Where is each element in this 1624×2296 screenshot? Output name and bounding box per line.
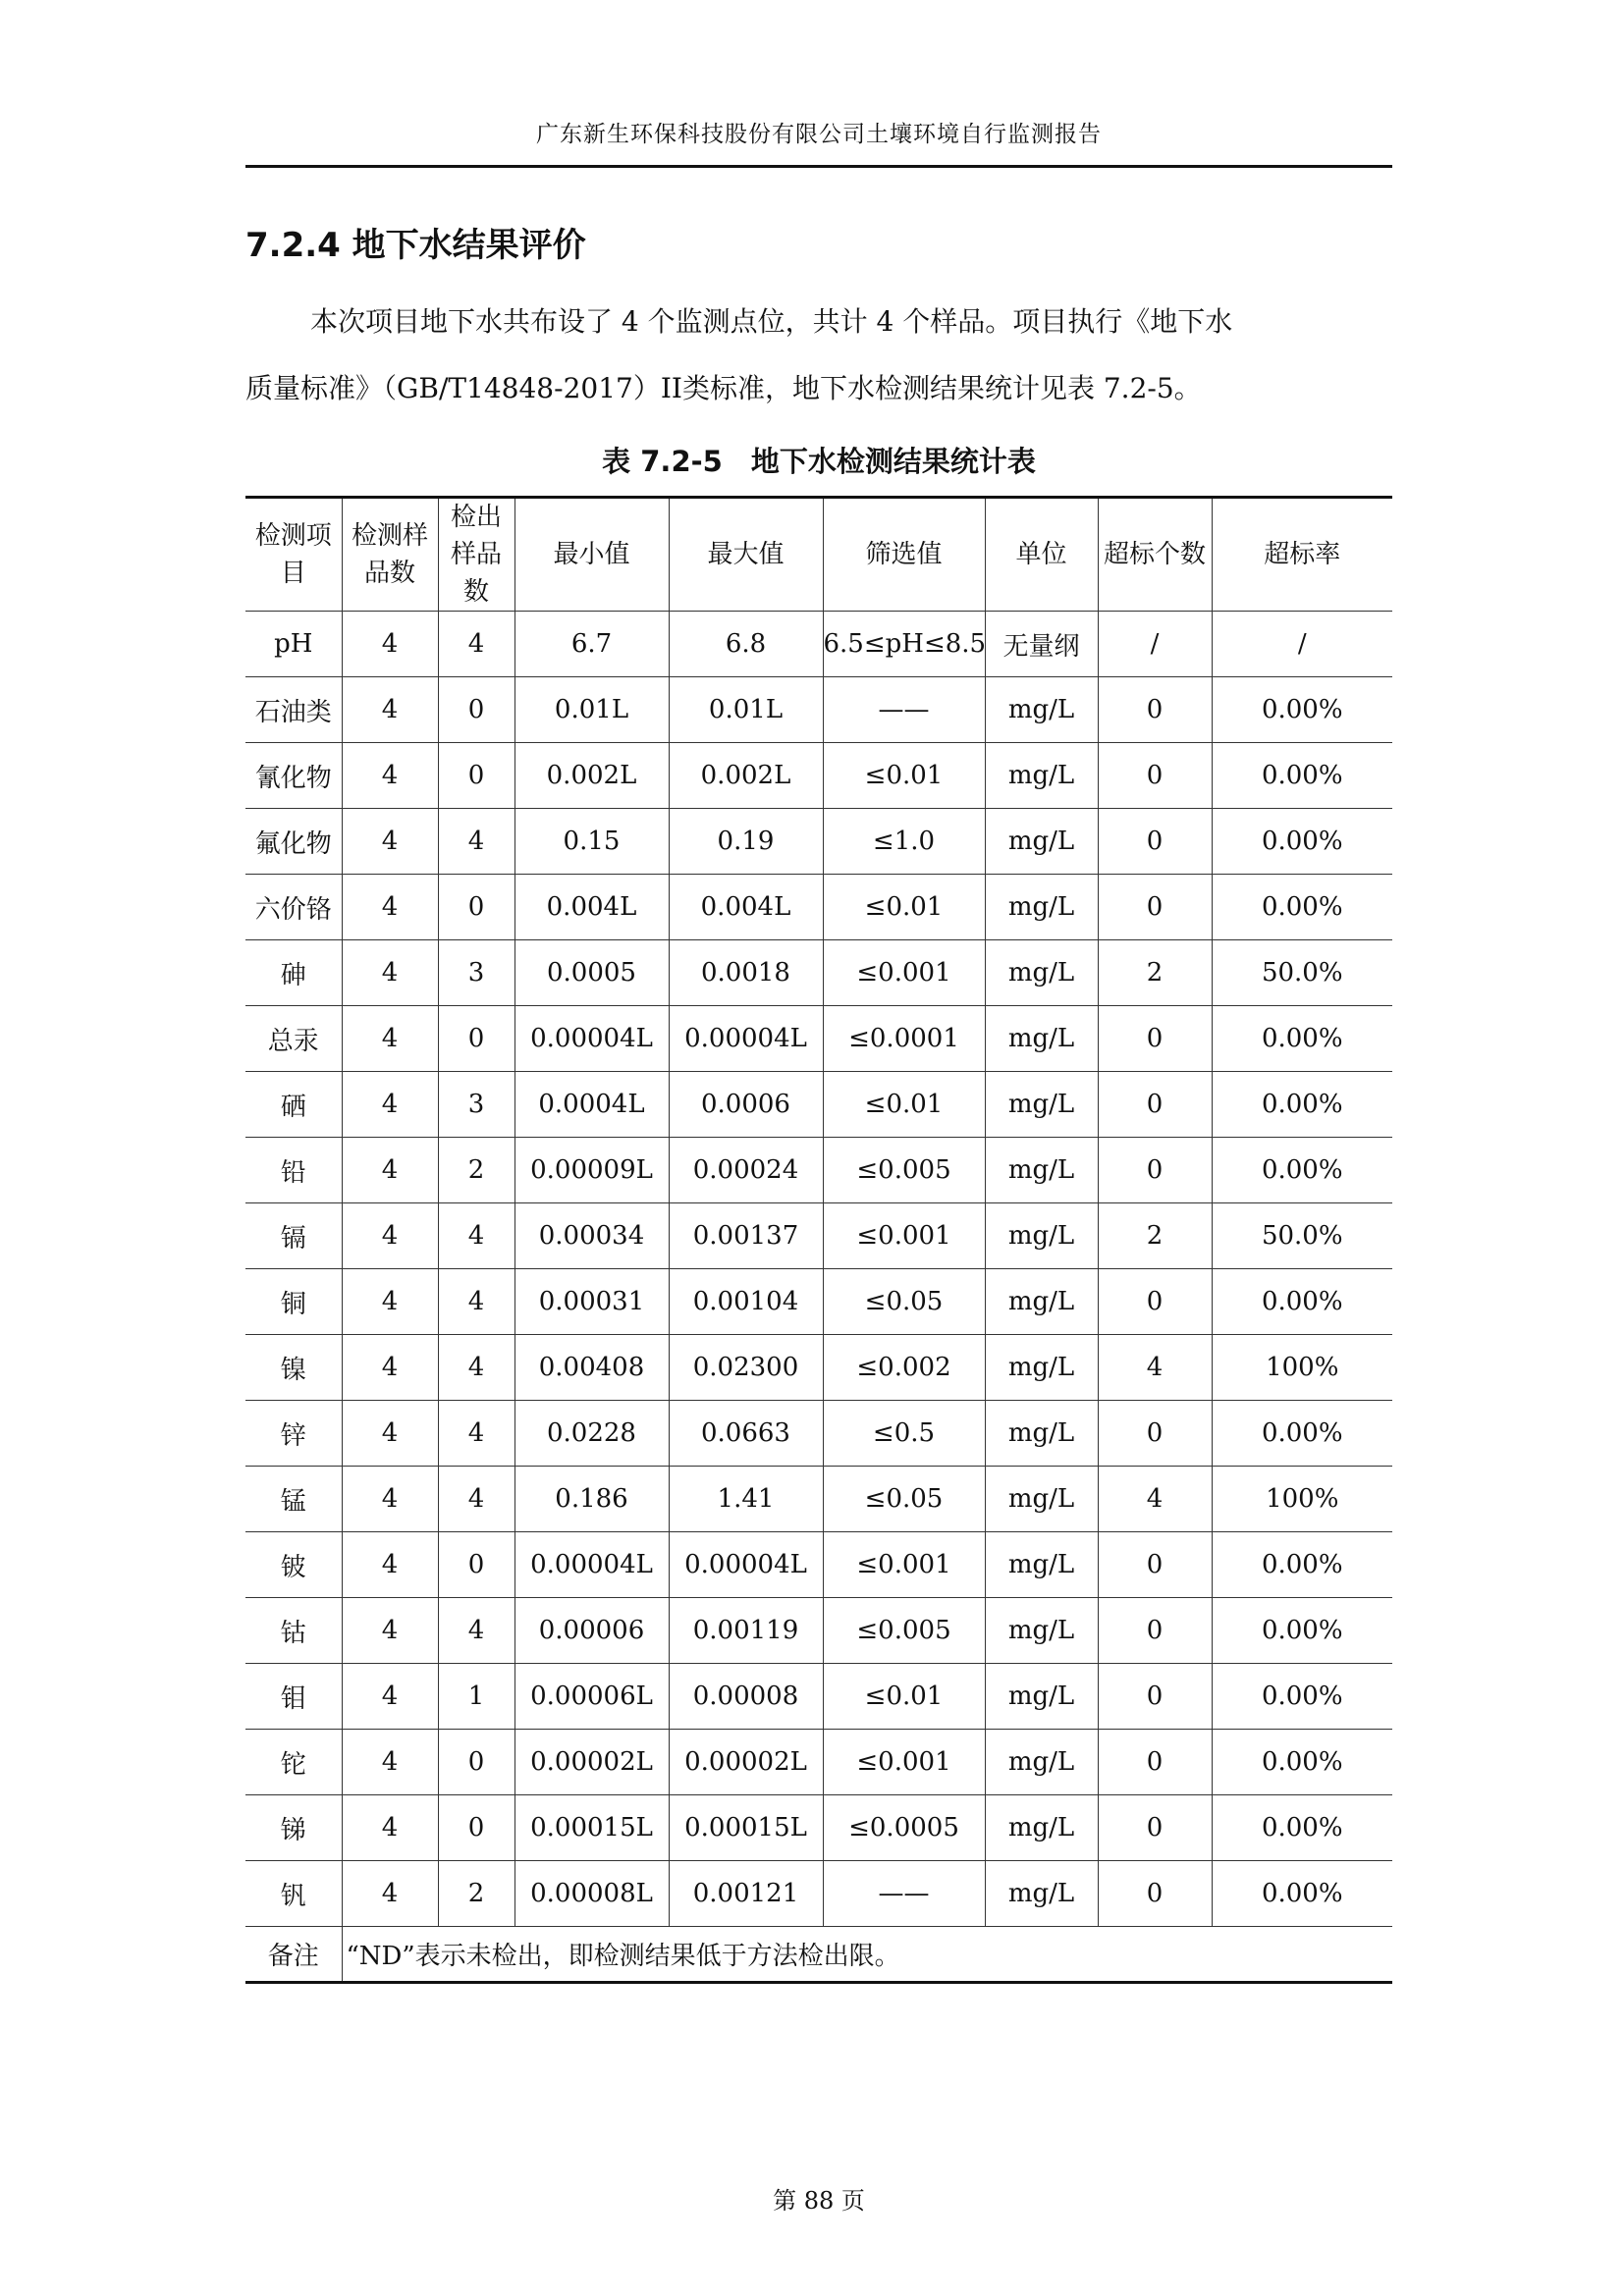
table-body — [245, 612, 1392, 1983]
table-row — [245, 1072, 1392, 1138]
cell-unit: mg/L — [985, 940, 1098, 1006]
cell-max: 0.19 — [669, 809, 823, 875]
cell-sample-count: 4 — [342, 1861, 438, 1927]
cell-exceed-count: / — [1098, 612, 1212, 677]
cell-min: 0.004L — [514, 875, 669, 940]
cell-unit: mg/L — [985, 1203, 1098, 1269]
cell-detected-count: 0 — [438, 875, 514, 940]
cell-min: 6.7 — [514, 612, 669, 677]
cell-exceed-count: 0 — [1098, 1269, 1212, 1335]
cell-item: 铊 — [245, 1730, 342, 1795]
cell-min: 0.002L — [514, 743, 669, 809]
cell-item: 锑 — [245, 1795, 342, 1861]
cell-detected-count: 2 — [438, 1138, 514, 1203]
cell-max: 6.8 — [669, 612, 823, 677]
cell-exceed-count: 0 — [1098, 1138, 1212, 1203]
cell-sample-count: 4 — [342, 1598, 438, 1664]
cell-min: 0.00015L — [514, 1795, 669, 1861]
header-unit: 单位 — [985, 498, 1098, 612]
cell-unit: mg/L — [985, 743, 1098, 809]
cell-max: 0.01L — [669, 677, 823, 743]
cell-item: 氟化物 — [245, 809, 342, 875]
cell-exceed-rate: 0.00% — [1212, 1006, 1392, 1072]
cell-unit: mg/L — [985, 809, 1098, 875]
cell-exceed-rate: 0.00% — [1212, 1861, 1392, 1927]
cell-screening-value: 6.5≤pH≤8.5 — [823, 612, 985, 677]
cell-detected-count: 0 — [438, 1730, 514, 1795]
cell-max: 0.00004L — [669, 1006, 823, 1072]
cell-item: 钼 — [245, 1664, 342, 1730]
cell-min: 0.00034 — [514, 1203, 669, 1269]
cell-item: 总汞 — [245, 1006, 342, 1072]
cell-item: 六价铬 — [245, 875, 342, 940]
cell-exceed-count: 4 — [1098, 1335, 1212, 1401]
table-row — [245, 1795, 1392, 1861]
cell-screening-value: ≤0.01 — [823, 875, 985, 940]
cell-exceed-rate: 50.0% — [1212, 1203, 1392, 1269]
cell-exceed-count: 0 — [1098, 1532, 1212, 1598]
table-row — [245, 1006, 1392, 1072]
cell-screening-value: ≤0.001 — [823, 1730, 985, 1795]
cell-unit: mg/L — [985, 677, 1098, 743]
cell-detected-count: 2 — [438, 1861, 514, 1927]
cell-sample-count: 4 — [342, 1203, 438, 1269]
table-row — [245, 1335, 1392, 1401]
cell-item: 钒 — [245, 1861, 342, 1927]
cell-min: 0.00008L — [514, 1861, 669, 1927]
cell-screening-value: ≤0.002 — [823, 1335, 985, 1401]
cell-unit: 无量纲 — [985, 612, 1098, 677]
header-min: 最小值 — [514, 498, 669, 612]
cell-exceed-rate: 0.00% — [1212, 1532, 1392, 1598]
cell-unit: mg/L — [985, 1072, 1098, 1138]
cell-unit: mg/L — [985, 1532, 1098, 1598]
cell-max: 0.00104 — [669, 1269, 823, 1335]
cell-detected-count: 4 — [438, 1467, 514, 1532]
cell-exceed-rate: 0.00% — [1212, 1401, 1392, 1467]
cell-unit: mg/L — [985, 1335, 1098, 1401]
cell-max: 0.0006 — [669, 1072, 823, 1138]
cell-max: 0.00137 — [669, 1203, 823, 1269]
cell-max: 0.02300 — [669, 1335, 823, 1401]
table-row — [245, 1532, 1392, 1598]
cell-screening-value: ≤0.0005 — [823, 1795, 985, 1861]
cell-exceed-count: 0 — [1098, 809, 1212, 875]
cell-min: 0.00009L — [514, 1138, 669, 1203]
cell-sample-count: 4 — [342, 1269, 438, 1335]
cell-exceed-count: 0 — [1098, 875, 1212, 940]
cell-min: 0.00408 — [514, 1335, 669, 1401]
cell-sample-count: 4 — [342, 1335, 438, 1401]
cell-exceed-rate: 0.00% — [1212, 1795, 1392, 1861]
table-row — [245, 677, 1392, 743]
cell-sample-count: 4 — [342, 1006, 438, 1072]
cell-min: 0.00031 — [514, 1269, 669, 1335]
table-row — [245, 940, 1392, 1006]
note-text: “ND”表示未检出，即检测结果低于方法检出限。 — [342, 1927, 1392, 1983]
cell-sample-count: 4 — [342, 1532, 438, 1598]
cell-exceed-rate: 0.00% — [1212, 875, 1392, 940]
cell-exceed-rate: 0.00% — [1212, 743, 1392, 809]
cell-exceed-count: 4 — [1098, 1467, 1212, 1532]
cell-item: 锰 — [245, 1467, 342, 1532]
table-row — [245, 1664, 1392, 1730]
cell-screening-value: ≤0.5 — [823, 1401, 985, 1467]
cell-min: 0.15 — [514, 809, 669, 875]
cell-sample-count: 4 — [342, 743, 438, 809]
cell-unit: mg/L — [985, 1401, 1098, 1467]
cell-detected-count: 3 — [438, 940, 514, 1006]
cell-exceed-rate: / — [1212, 612, 1392, 677]
table-row — [245, 1861, 1392, 1927]
cell-exceed-count: 0 — [1098, 1598, 1212, 1664]
cell-exceed-count: 0 — [1098, 1072, 1212, 1138]
cell-sample-count: 4 — [342, 1730, 438, 1795]
cell-sample-count: 4 — [342, 1072, 438, 1138]
cell-exceed-count: 0 — [1098, 1006, 1212, 1072]
cell-screening-value: ≤0.05 — [823, 1467, 985, 1532]
cell-exceed-count: 0 — [1098, 1795, 1212, 1861]
cell-exceed-count: 0 — [1098, 1861, 1212, 1927]
table-note-row — [245, 1927, 1392, 1983]
cell-exceed-rate: 0.00% — [1212, 1072, 1392, 1138]
cell-detected-count: 4 — [438, 1203, 514, 1269]
cell-exceed-count: 0 — [1098, 1401, 1212, 1467]
results-table-container — [245, 496, 1392, 1984]
cell-sample-count: 4 — [342, 1795, 438, 1861]
cell-unit: mg/L — [985, 1664, 1098, 1730]
paragraph-line-1: 本次项目地下水共布设了 4 个监测点位，共计 4 个样品。项目执行《地下水 — [310, 305, 1233, 338]
cell-unit: mg/L — [985, 1598, 1098, 1664]
paragraph-line-2: 质量标准》（GB/T14848-2017）II类标准，地下水检测结果统计见表 7.2-5。 — [245, 372, 1202, 404]
cell-sample-count: 4 — [342, 809, 438, 875]
cell-detected-count: 4 — [438, 612, 514, 677]
cell-detected-count: 0 — [438, 1006, 514, 1072]
cell-max: 0.004L — [669, 875, 823, 940]
table-row — [245, 1401, 1392, 1467]
cell-unit: mg/L — [985, 1467, 1098, 1532]
cell-sample-count: 4 — [342, 1401, 438, 1467]
cell-max: 0.00008 — [669, 1664, 823, 1730]
cell-min: 0.0005 — [514, 940, 669, 1006]
cell-screening-value: ≤0.0001 — [823, 1006, 985, 1072]
cell-sample-count: 4 — [342, 875, 438, 940]
cell-exceed-rate: 100% — [1212, 1467, 1392, 1532]
cell-unit: mg/L — [985, 875, 1098, 940]
cell-max: 0.00024 — [669, 1138, 823, 1203]
section-heading: 7.2.4 地下水结果评价 — [245, 226, 586, 265]
table-row — [245, 743, 1392, 809]
page-header: 广东新生环保科技股份有限公司土壤环境自行监测报告 — [536, 122, 1102, 147]
cell-screening-value: ≤1.0 — [823, 809, 985, 875]
header-sample-count: 检测样品数 — [342, 498, 438, 612]
cell-item: 砷 — [245, 940, 342, 1006]
cell-max: 0.00015L — [669, 1795, 823, 1861]
cell-item: 镉 — [245, 1203, 342, 1269]
cell-item: 氰化物 — [245, 743, 342, 809]
cell-sample-count: 4 — [342, 677, 438, 743]
cell-screening-value: ≤0.01 — [823, 1664, 985, 1730]
cell-detected-count: 4 — [438, 1598, 514, 1664]
cell-sample-count: 4 — [342, 612, 438, 677]
cell-detected-count: 0 — [438, 743, 514, 809]
table-row — [245, 1467, 1392, 1532]
cell-max: 1.41 — [669, 1467, 823, 1532]
cell-min: 0.00006 — [514, 1598, 669, 1664]
cell-item: 石油类 — [245, 677, 342, 743]
cell-exceed-count: 2 — [1098, 940, 1212, 1006]
cell-max: 0.0663 — [669, 1401, 823, 1467]
table-row — [245, 1138, 1392, 1203]
header-exceed-count: 超标个数 — [1098, 498, 1212, 612]
table-row — [245, 1598, 1392, 1664]
table-header-row — [245, 498, 1392, 612]
cell-detected-count: 0 — [438, 1795, 514, 1861]
cell-sample-count: 4 — [342, 940, 438, 1006]
cell-exceed-count: 0 — [1098, 743, 1212, 809]
cell-unit: mg/L — [985, 1795, 1098, 1861]
cell-item: 镍 — [245, 1335, 342, 1401]
cell-unit: mg/L — [985, 1861, 1098, 1927]
cell-max: 0.00004L — [669, 1532, 823, 1598]
page-number: 第 88 页 — [773, 2187, 865, 2215]
table-row — [245, 875, 1392, 940]
cell-min: 0.0228 — [514, 1401, 669, 1467]
cell-detected-count: 0 — [438, 1532, 514, 1598]
cell-screening-value: ≤0.01 — [823, 743, 985, 809]
cell-screening-value: ≤0.001 — [823, 1203, 985, 1269]
cell-unit: mg/L — [985, 1138, 1098, 1203]
cell-sample-count: 4 — [342, 1664, 438, 1730]
cell-screening-value: ≤0.05 — [823, 1269, 985, 1335]
cell-item: 锌 — [245, 1401, 342, 1467]
cell-detected-count: 3 — [438, 1072, 514, 1138]
cell-exceed-rate: 0.00% — [1212, 1598, 1392, 1664]
cell-unit: mg/L — [985, 1006, 1098, 1072]
table-row — [245, 1730, 1392, 1795]
cell-detected-count: 4 — [438, 1401, 514, 1467]
cell-sample-count: 4 — [342, 1138, 438, 1203]
cell-exceed-count: 2 — [1098, 1203, 1212, 1269]
header-divider — [245, 165, 1392, 168]
cell-min: 0.0004L — [514, 1072, 669, 1138]
results-table — [245, 496, 1392, 1984]
header-detected-count: 检出样品数 — [438, 498, 514, 612]
table-caption: 表 7.2-5 地下水检测结果统计表 — [602, 445, 1036, 478]
cell-unit: mg/L — [985, 1269, 1098, 1335]
table-row — [245, 809, 1392, 875]
cell-screening-value: ≤0.01 — [823, 1072, 985, 1138]
cell-max: 0.0018 — [669, 940, 823, 1006]
cell-max: 0.00119 — [669, 1598, 823, 1664]
cell-exceed-rate: 100% — [1212, 1335, 1392, 1401]
cell-exceed-count: 0 — [1098, 1664, 1212, 1730]
cell-exceed-count: 0 — [1098, 677, 1212, 743]
cell-item: 钴 — [245, 1598, 342, 1664]
cell-min: 0.00002L — [514, 1730, 669, 1795]
cell-item: 铜 — [245, 1269, 342, 1335]
cell-exceed-rate: 0.00% — [1212, 677, 1392, 743]
cell-item: 铅 — [245, 1138, 342, 1203]
header-exceed-rate: 超标率 — [1212, 498, 1392, 612]
cell-min: 0.00006L — [514, 1664, 669, 1730]
cell-exceed-rate: 50.0% — [1212, 940, 1392, 1006]
cell-exceed-rate: 0.00% — [1212, 1730, 1392, 1795]
cell-screening-value: —— — [823, 1861, 985, 1927]
cell-detected-count: 0 — [438, 677, 514, 743]
cell-exceed-rate: 0.00% — [1212, 1269, 1392, 1335]
cell-max: 0.00121 — [669, 1861, 823, 1927]
cell-item: pH — [245, 612, 342, 677]
cell-min: 0.186 — [514, 1467, 669, 1532]
header-item: 检测项目 — [245, 498, 342, 612]
cell-item: 硒 — [245, 1072, 342, 1138]
table-row — [245, 1269, 1392, 1335]
cell-exceed-rate: 0.00% — [1212, 1138, 1392, 1203]
cell-min: 0.00004L — [514, 1006, 669, 1072]
cell-max: 0.002L — [669, 743, 823, 809]
cell-detected-count: 4 — [438, 809, 514, 875]
header-screening-value: 筛选值 — [823, 498, 985, 612]
cell-detected-count: 4 — [438, 1269, 514, 1335]
cell-min: 0.01L — [514, 677, 669, 743]
header-max: 最大值 — [669, 498, 823, 612]
cell-screening-value: ≤0.001 — [823, 940, 985, 1006]
cell-max: 0.00002L — [669, 1730, 823, 1795]
cell-detected-count: 1 — [438, 1664, 514, 1730]
table-row — [245, 1203, 1392, 1269]
cell-item: 铍 — [245, 1532, 342, 1598]
cell-detected-count: 4 — [438, 1335, 514, 1401]
cell-screening-value: ≤0.005 — [823, 1138, 985, 1203]
cell-exceed-rate: 0.00% — [1212, 809, 1392, 875]
cell-sample-count: 4 — [342, 1467, 438, 1532]
cell-exceed-rate: 0.00% — [1212, 1664, 1392, 1730]
cell-screening-value: ≤0.005 — [823, 1598, 985, 1664]
cell-screening-value: —— — [823, 677, 985, 743]
table-row — [245, 612, 1392, 677]
cell-min: 0.00004L — [514, 1532, 669, 1598]
cell-unit: mg/L — [985, 1730, 1098, 1795]
cell-exceed-count: 0 — [1098, 1730, 1212, 1795]
note-label: 备注 — [245, 1927, 342, 1983]
cell-screening-value: ≤0.001 — [823, 1532, 985, 1598]
